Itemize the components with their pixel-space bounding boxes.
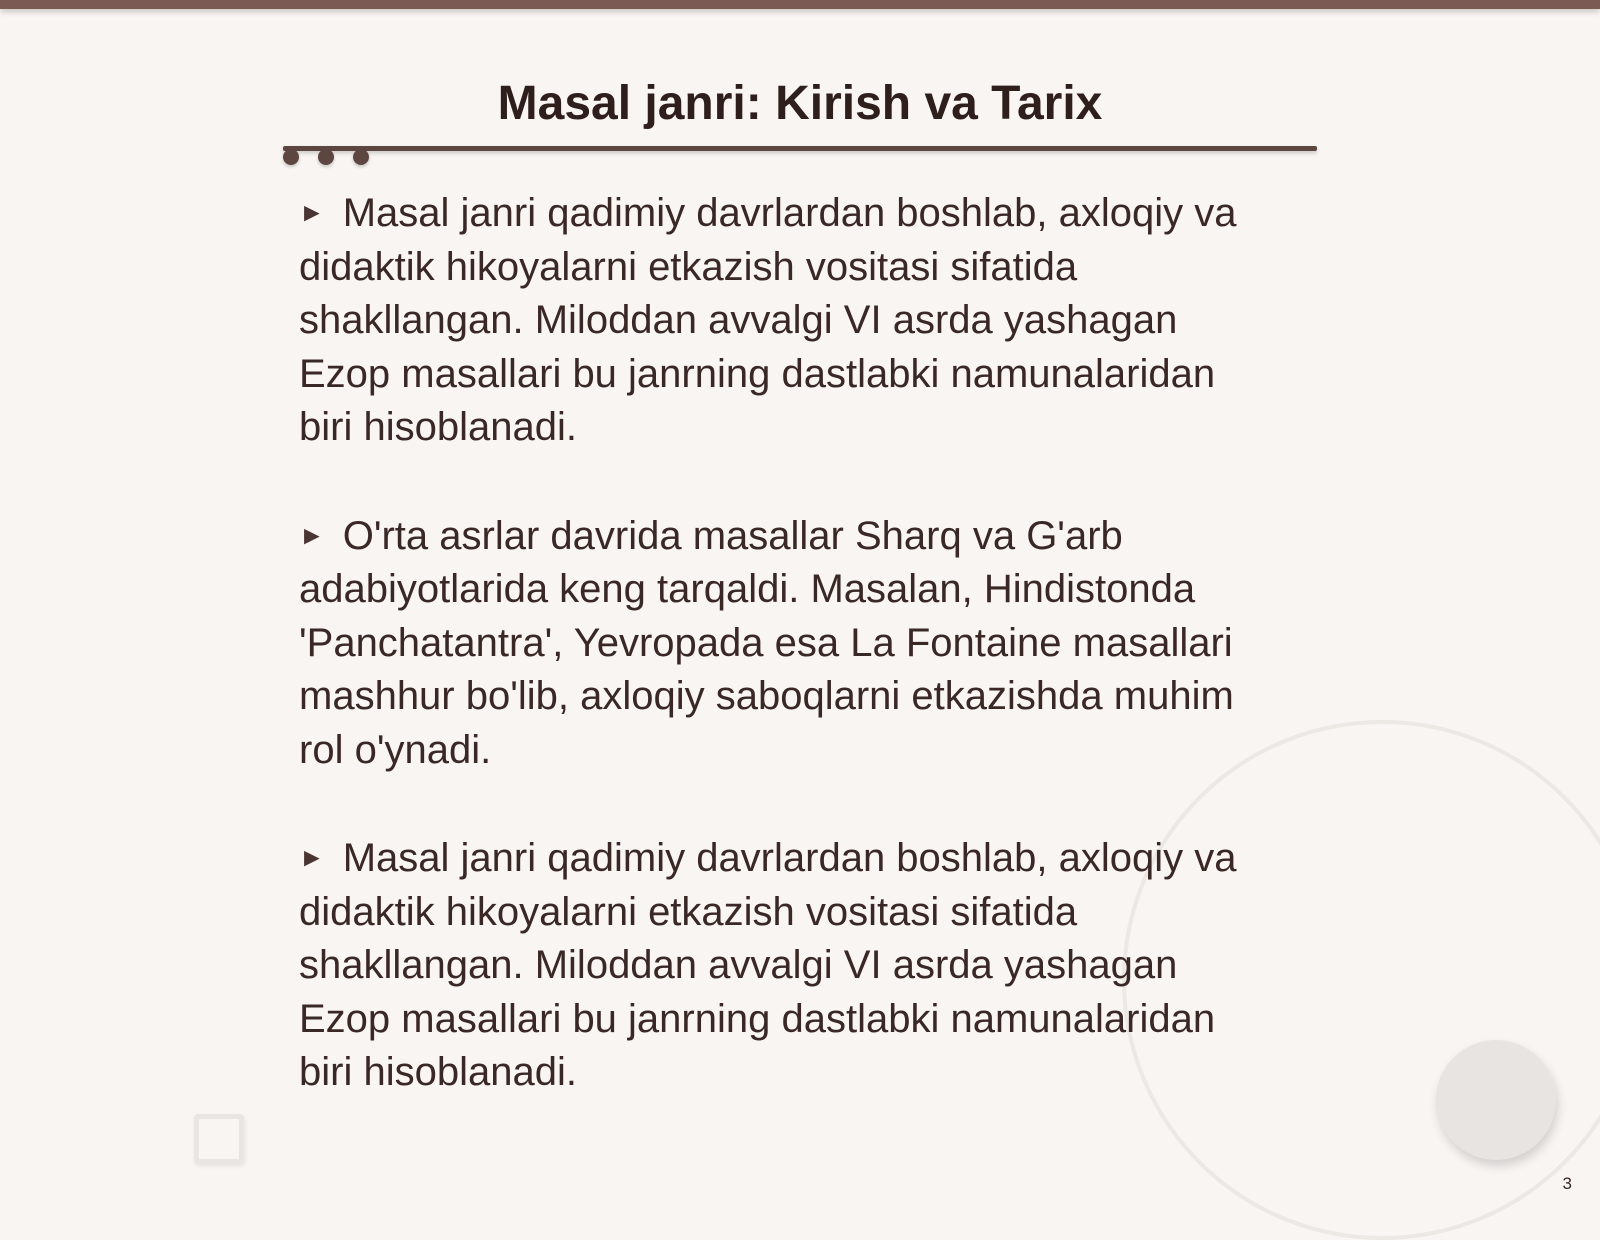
decorative-square (194, 1114, 244, 1164)
page-number: 3 (1562, 1174, 1572, 1193)
top-accent-bar (0, 0, 1600, 9)
underline-dot (283, 149, 299, 165)
triangle-bullet-icon: ► (299, 519, 325, 550)
bullet-text: O'rta asrlar davrida masallar Sharq va G'arb adabiyotlarida keng tarqaldi. Masalan, Hindistonda 'Panchatantra', Yevropada esa La Fontaine masallari mashhur bo'lib, axloqiy saboqlarni etkazishda muhim rol o'ynadi. (299, 513, 1234, 772)
underline-dot (353, 149, 369, 165)
decorative-circle (1436, 1040, 1556, 1160)
underline-dot (318, 149, 334, 165)
bullet-item (299, 509, 1274, 778)
triangle-bullet-icon: ► (299, 842, 325, 872)
bullet-text: Masal janri qadimiy davrlardan boshlab, axloqiy va didaktik hikoyalarni etkazish vositasi sifatida shakllangan. Miloddan avvalgi VI asrda yashagan Ezop masallari bu janrning dastlabki namunalaridan biri hisoblanadi. (299, 836, 1237, 1094)
bullet-item (299, 831, 1274, 1100)
title-underline (283, 146, 1317, 151)
bullet-item (299, 186, 1274, 455)
bullet-list (299, 186, 1274, 1154)
triangle-bullet-icon: ► (299, 197, 325, 227)
bullet-text: Masal janri qadimiy davrlardan boshlab, axloqiy va didaktik hikoyalarni etkazish vositasi sifatida shakllangan. Miloddan avvalgi VI asrda yashagan Ezop masallari bu janrning dastlabki namunalaridan biri hisoblanadi. (299, 191, 1237, 449)
slide-title: Masal janri: Kirish va Tarix (497, 77, 1103, 130)
